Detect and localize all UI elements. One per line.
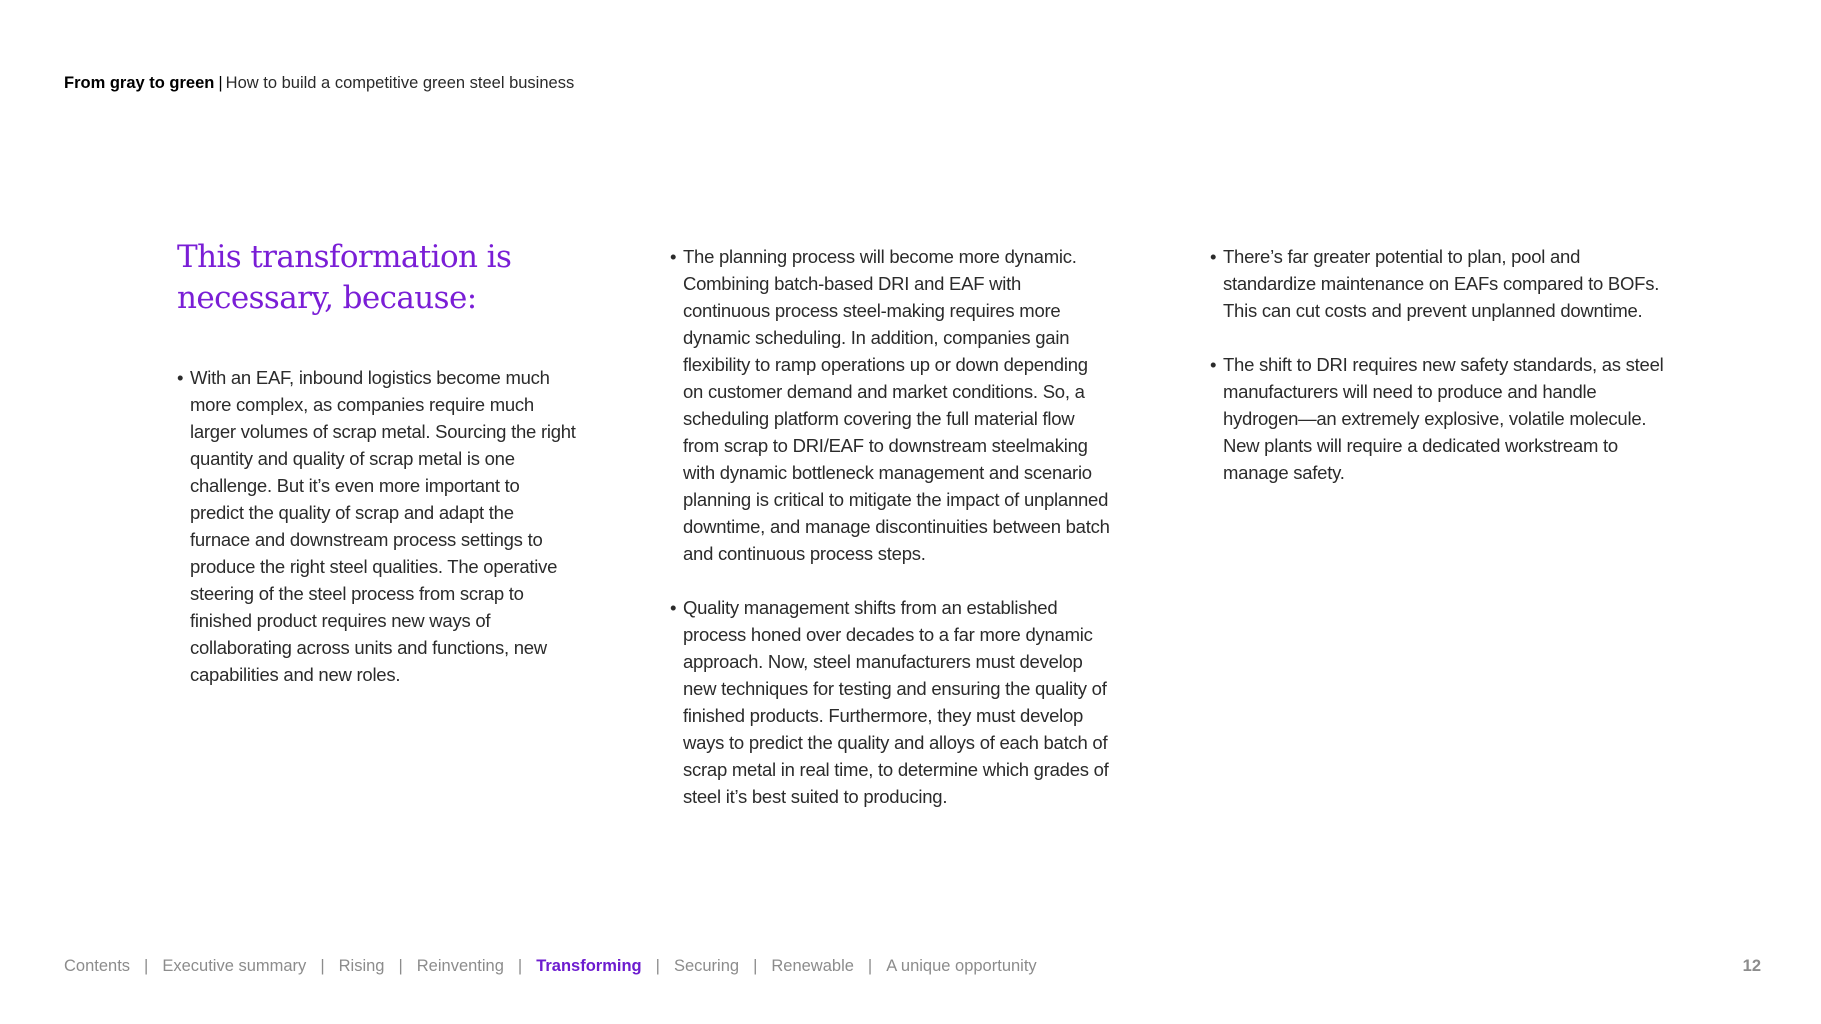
nav-divider: | — [753, 957, 758, 975]
nav-link-contents[interactable]: Contents — [64, 957, 131, 975]
middle-bullet-list — [670, 243, 1110, 810]
nav-link-securing[interactable]: Securing — [673, 957, 740, 975]
nav-link-rising[interactable]: Rising — [338, 957, 385, 975]
nav-link-executive-summary[interactable]: Executive summary — [162, 957, 307, 975]
nav-divider: | — [517, 957, 523, 975]
left-column — [177, 237, 577, 688]
section-heading-line-2: necessary, because: — [177, 280, 477, 316]
nav-divider: | — [144, 957, 149, 975]
nav-link-reinventing[interactable]: Reinventing — [416, 957, 504, 975]
nav-divider: | — [320, 957, 325, 975]
section-heading — [177, 237, 577, 319]
middle-column — [670, 243, 1110, 810]
nav-divider: | — [867, 957, 873, 975]
nav-link-transforming[interactable]: Transforming — [536, 957, 642, 975]
nav-link-renewable[interactable]: Renewable — [771, 957, 854, 975]
document-subtitle: How to build a competitive green steel business — [225, 74, 575, 92]
bullet-quality-management: • Quality management shifts from an established process honed over decades to a far more dynamic approach. Now, steel manufacturers must develop new techniques for testing and ensuring the quality of finished products. Furthermore, they must develop ways to predict the quality and alloys of each batch of scrap metal in real time, to determine which grades of steel it’s best suited to producing. — [670, 594, 1110, 810]
nav-divider: | — [655, 957, 660, 975]
left-bullet-list — [177, 364, 577, 688]
bullet-planning-process: • The planning process will become more dynamic. Combining batch-based DRI and EAF with continuous process steel-making requires more dynamic scheduling. In addition, companies gain flexibility to ramp operations up or down depending on customer demand and market conditions. So, a scheduling platform covering the full material flow from scrap to DRI/EAF to downstream steelmaking with dynamic bottleneck management and scenario planning is critical to mitigate the impact of unplanned downtime, and manage discontinuities between batch and continuous process steps. — [670, 243, 1110, 567]
bullet-maintenance: • There’s far greater potential to plan, pool and standardize maintenance on EAFs compared to BOFs. This can cut costs and prevent unplanned downtime. — [1210, 243, 1670, 324]
bullet-inbound-logistics: • With an EAF, inbound logistics become much more complex, as companies require much larger volumes of scrap metal. Sourcing the right quantity and quality of scrap metal is one challenge. But it’s even more important to predict the quality of scrap and adapt the furnace and downstream process settings to produce the right steel qualities. The operative steering of the steel process from scrap to finished product requires new ways of collaborating across units and functions, new capabilities and new roles. — [177, 364, 577, 688]
nav-divider: | — [398, 957, 403, 975]
nav-link-a-unique-opportunity[interactable]: A unique opportunity — [886, 957, 1037, 975]
page-number: 12 — [1742, 957, 1761, 975]
footer-navigation — [64, 956, 1037, 976]
header-separator: | — [218, 74, 223, 92]
document-title: From gray to green — [64, 74, 215, 92]
right-column — [1210, 243, 1670, 486]
section-heading-line-1: This transformation is — [177, 239, 512, 275]
right-bullet-list — [1210, 243, 1670, 486]
document-header — [64, 73, 574, 93]
bullet-safety-standards: • The shift to DRI requires new safety standards, as steel manufacturers will need to produce and handle hydrogen—an extremely explosive, volatile molecule. New plants will require a dedicated workstream to manage safety. — [1210, 351, 1670, 486]
